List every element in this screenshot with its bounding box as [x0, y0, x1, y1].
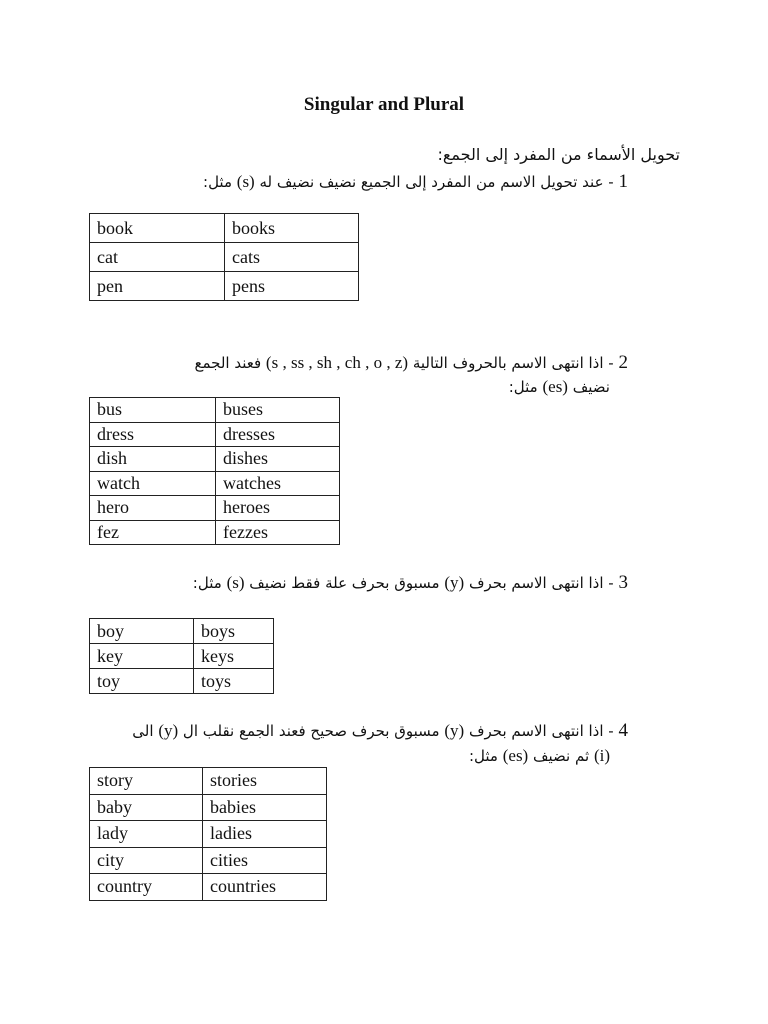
singular-cell: key [90, 644, 194, 669]
table-row [90, 471, 340, 496]
singular-cell: city [90, 847, 203, 874]
plural-cell: countries [203, 874, 327, 901]
plural-cell: dresses [216, 422, 340, 447]
table-row [90, 847, 327, 874]
table-row [90, 619, 274, 644]
rule-4-text-after: الى [132, 722, 154, 740]
rule-4-line2-middle: ثم نضيف [533, 747, 590, 765]
rule-2-suffix: (es) [542, 377, 568, 396]
table-row [90, 422, 340, 447]
rule-3-dash: - [603, 574, 614, 592]
rule-2-text [194, 351, 628, 375]
table-row [90, 398, 340, 423]
rule-3-text-middle: مسبوق بحرف علة فقط نضيف [249, 574, 440, 592]
page-title: Singular and Plural [303, 94, 465, 115]
rule-3-letter: (y) [444, 573, 465, 592]
rule-1-text-before: عند تحويل الاسم من المفرد إلى الجميع نضيف نضيف له [259, 173, 604, 191]
rule-4-number: 4 [618, 720, 628, 741]
rule-4-suffix: (es) [502, 746, 529, 765]
rule-2-text-after: فعند الجمع [194, 354, 262, 372]
plural-cell: pens [225, 272, 359, 301]
rule-3-text-after: مثل: [192, 574, 222, 592]
rule-2-text-before: اذا انتهى الاسم بالحروف التالية [412, 354, 604, 372]
table-rule-3 [89, 618, 274, 694]
plural-cell: ladies [203, 821, 327, 848]
singular-cell: boy [90, 619, 194, 644]
table-row [90, 447, 340, 472]
rule-1-suffix: (s) [236, 172, 255, 191]
singular-cell: watch [90, 471, 216, 496]
rule-2-text-line2 [509, 375, 610, 399]
table-rule-1 [89, 213, 359, 301]
intro-text: تحويل الأسماء من المفرد إلى الجمع: [437, 145, 680, 164]
rule-4-dash: - [603, 722, 614, 740]
singular-cell: toy [90, 669, 194, 694]
singular-cell: book [90, 214, 225, 243]
singular-cell: cat [90, 243, 225, 272]
table-row [90, 821, 327, 848]
rule-4-line2-letter: (i) [593, 746, 610, 765]
rule-1-text [203, 170, 628, 194]
plural-cell: fezzes [216, 520, 340, 545]
singular-cell: lady [90, 821, 203, 848]
table-rule-4 [89, 767, 327, 901]
rule-2-number: 2 [618, 352, 628, 373]
singular-cell: fez [90, 520, 216, 545]
table-row [90, 874, 327, 901]
plural-cell: heroes [216, 496, 340, 521]
plural-cell: watches [216, 471, 340, 496]
singular-cell: baby [90, 794, 203, 821]
rule-1-dash: - [603, 173, 614, 191]
singular-cell: dress [90, 422, 216, 447]
plural-cell: babies [203, 794, 327, 821]
table-rule-2 [89, 397, 340, 545]
rule-3-text-before: اذا انتهى الاسم بحرف [468, 574, 604, 592]
rule-4-letter: (y) [444, 721, 465, 740]
table-row [90, 243, 359, 272]
table-row [90, 272, 359, 301]
rule-4-text-before: اذا انتهى الاسم بحرف [468, 722, 604, 740]
rule-1-text-after: مثل: [203, 173, 232, 191]
plural-cell: dishes [216, 447, 340, 472]
rule-2-line2-after: مثل: [508, 378, 538, 396]
rule-2-letters: (s , ss , sh , ch , o , z) [265, 353, 409, 372]
singular-cell: pen [90, 272, 225, 301]
rule-4-letter2: (y) [158, 721, 179, 740]
rule-4-text [132, 719, 628, 743]
table-row [90, 644, 274, 669]
rule-2-line2-before: نضيف [572, 378, 610, 396]
rule-3-text [193, 571, 628, 595]
rule-3-number: 3 [618, 572, 628, 593]
plural-cell: cities [203, 847, 327, 874]
singular-cell: country [90, 874, 203, 901]
plural-cell: keys [194, 644, 274, 669]
table-row [90, 214, 359, 243]
plural-cell: stories [203, 768, 327, 795]
rule-2-dash: - [603, 354, 614, 372]
table-row [90, 669, 274, 694]
plural-cell: buses [216, 398, 340, 423]
table-row [90, 768, 327, 795]
rule-3-suffix: (s) [226, 573, 245, 592]
table-row [90, 496, 340, 521]
table-row [90, 794, 327, 821]
rule-4-text-line2 [469, 744, 610, 768]
plural-cell: boys [194, 619, 274, 644]
singular-cell: dish [90, 447, 216, 472]
plural-cell: toys [194, 669, 274, 694]
plural-cell: books [225, 214, 359, 243]
singular-cell: story [90, 768, 203, 795]
table-row [90, 520, 340, 545]
rule-4-line2-after: مثل: [468, 747, 498, 765]
plural-cell: cats [225, 243, 359, 272]
singular-cell: bus [90, 398, 216, 423]
rule-4-text-middle: مسبوق بحرف صحيح فعند الجمع نقلب ال [182, 722, 440, 740]
rule-1-number: 1 [618, 171, 628, 192]
singular-cell: hero [90, 496, 216, 521]
